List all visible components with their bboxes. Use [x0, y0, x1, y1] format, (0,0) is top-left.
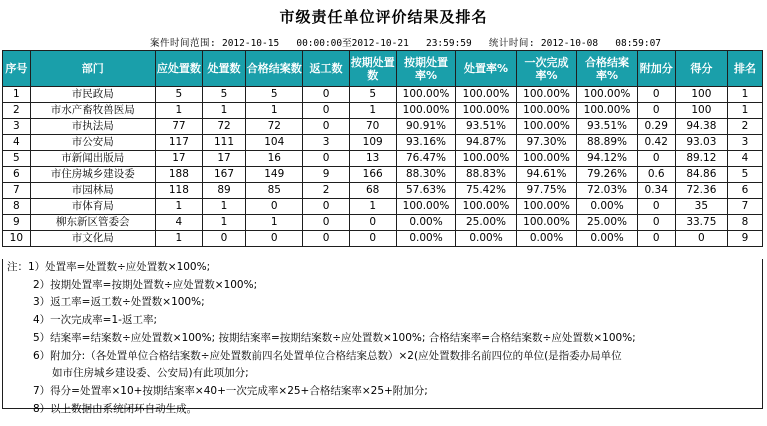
table-cell: 149	[246, 167, 303, 183]
table-cell: 166	[349, 167, 396, 183]
table-cell: 5	[3, 151, 31, 167]
table-cell: 3	[303, 135, 349, 151]
table-cell: 89.12	[675, 151, 727, 167]
table-cell: 1	[3, 87, 31, 103]
table-cell: 3	[728, 135, 763, 151]
table-header-row	[3, 51, 763, 87]
time-range-info	[150, 35, 661, 49]
table-cell: 0.00%	[456, 231, 517, 247]
note-line: 6）附加分:（各处置单位合格结案数÷应处置数前四名处置单位合格结案总数）×2(应处置数排名前四位的单位(是指委办局单位	[33, 349, 622, 362]
header-cell: 应处置数	[155, 51, 202, 87]
department-cell: 市水产畜牧兽医局	[30, 103, 155, 119]
department-cell: 市体育局	[30, 199, 155, 215]
table-cell: 93.51%	[456, 119, 517, 135]
table-cell: 0	[303, 87, 349, 103]
table-cell: 7	[3, 183, 31, 199]
table-cell: 1	[349, 199, 396, 215]
table-cell: 0.00%	[396, 231, 455, 247]
table-cell: 6	[728, 183, 763, 199]
note-line: 3）返工率=返工数÷处置数×100%;	[33, 296, 205, 309]
table-cell: 8	[3, 199, 31, 215]
table-cell: 0.6	[637, 167, 675, 183]
table-cell: 33.75	[675, 215, 727, 231]
table-cell: 1	[728, 87, 763, 103]
table-cell: 25.00%	[456, 215, 517, 231]
table-cell: 100.00%	[516, 151, 577, 167]
notes-section	[2, 259, 763, 415]
table-cell: 0	[202, 231, 245, 247]
department-cell: 市民政局	[30, 87, 155, 103]
table-cell: 94.38	[675, 119, 727, 135]
stat-time: 08:59:07	[615, 38, 662, 49]
table-cell: 0	[303, 199, 349, 215]
header-cell: 一次完成率%	[516, 51, 577, 87]
department-cell: 市执法局	[30, 119, 155, 135]
table-cell: 76.47%	[396, 151, 455, 167]
header-cell: 处置率%	[456, 51, 517, 87]
table-cell: 100.00%	[516, 119, 577, 135]
table-cell: 100.00%	[396, 103, 455, 119]
table-cell: 90.91%	[396, 119, 455, 135]
table-cell: 1	[202, 103, 245, 119]
header-cell: 按期处置率%	[396, 51, 455, 87]
table-cell: 88.30%	[396, 167, 455, 183]
table-cell: 72.36	[675, 183, 727, 199]
table-cell: 4	[3, 135, 31, 151]
table-cell: 9	[3, 215, 31, 231]
table-cell: 94.12%	[577, 151, 638, 167]
table-cell: 0	[246, 231, 303, 247]
table-cell: 93.16%	[396, 135, 455, 151]
table-cell: 0.42	[637, 135, 675, 151]
header-cell: 附加分	[637, 51, 675, 87]
table-row	[3, 87, 763, 103]
table-cell: 4	[728, 151, 763, 167]
stat-label: 统计时间:	[488, 38, 536, 49]
table-cell: 0.00%	[577, 231, 638, 247]
table-cell: 100.00%	[396, 199, 455, 215]
table-cell: 100.00%	[577, 87, 638, 103]
table-cell: 0	[246, 199, 303, 215]
department-cell: 柳东新区管委会	[30, 215, 155, 231]
table-cell: 93.51%	[577, 119, 638, 135]
table-cell: 100.00%	[456, 87, 517, 103]
table-cell: 85	[246, 183, 303, 199]
table-cell: 109	[349, 135, 396, 151]
table-cell: 1	[246, 103, 303, 119]
table-cell: 100.00%	[516, 103, 577, 119]
table-cell: 0.34	[637, 183, 675, 199]
table-row	[3, 215, 763, 231]
table-cell: 0	[637, 103, 675, 119]
note-line: 2）按期处置率=按期处置数÷应处置数×100%;	[33, 278, 258, 291]
evaluation-table	[2, 50, 763, 247]
table-cell: 167	[202, 167, 245, 183]
header-cell: 得分	[675, 51, 727, 87]
note-line: 注：1）处置率=处置数÷应处置数×100%;	[7, 261, 211, 273]
table-row	[3, 183, 763, 199]
table-cell: 2	[728, 119, 763, 135]
table-row	[3, 103, 763, 119]
note-line: 5）结案率=结案数÷应处置数×100%; 按期结案率=按期结案数÷应处置数×100%; 合格结案率=合格结案数÷应处置数×100%;	[33, 331, 636, 344]
table-cell: 75.42%	[456, 183, 517, 199]
table-cell: 1	[155, 199, 202, 215]
table-cell: 0.00%	[396, 215, 455, 231]
header-cell: 按期处置数	[349, 51, 396, 87]
table-cell: 93.03	[675, 135, 727, 151]
table-cell: 0.29	[637, 119, 675, 135]
table-cell: 0	[637, 151, 675, 167]
table-cell: 0	[349, 231, 396, 247]
department-cell: 市园林局	[30, 183, 155, 199]
table-cell: 1	[155, 231, 202, 247]
table-cell: 1	[349, 103, 396, 119]
header-cell: 合格结案数	[246, 51, 303, 87]
range-label: 案件时间范围:	[150, 38, 217, 49]
table-cell: 8	[728, 215, 763, 231]
table-cell: 0	[637, 231, 675, 247]
range-end-time: 23:59:59	[425, 38, 472, 49]
header-cell: 排名	[728, 51, 763, 87]
department-cell: 市住房城乡建设委	[30, 167, 155, 183]
table-row	[3, 151, 763, 167]
table-cell: 100.00%	[456, 103, 517, 119]
table-cell: 97.30%	[516, 135, 577, 151]
table-cell: 16	[246, 151, 303, 167]
range-start: 2012-10-15	[221, 38, 280, 49]
table-cell: 100	[675, 103, 727, 119]
table-cell: 117	[155, 135, 202, 151]
table-cell: 17	[202, 151, 245, 167]
department-cell: 市文化局	[30, 231, 155, 247]
table-cell: 104	[246, 135, 303, 151]
note-line: 4）一次完成率=1-返工率;	[33, 314, 157, 327]
table-cell: 17	[155, 151, 202, 167]
header-cell: 合格结案率%	[577, 51, 638, 87]
table-cell: 0	[303, 215, 349, 231]
department-cell: 市新闻出版局	[30, 151, 155, 167]
table-cell: 2	[303, 183, 349, 199]
table-cell: 5	[246, 87, 303, 103]
table-cell: 94.87%	[456, 135, 517, 151]
table-cell: 6	[3, 167, 31, 183]
table-cell: 0	[303, 119, 349, 135]
table-cell: 1	[155, 103, 202, 119]
table-cell: 5	[349, 87, 396, 103]
department-cell: 市公安局	[30, 135, 155, 151]
table-row	[3, 231, 763, 247]
table-cell: 100	[675, 87, 727, 103]
table-cell: 72	[202, 119, 245, 135]
table-cell: 0	[675, 231, 727, 247]
table-cell: 5	[728, 167, 763, 183]
header-cell: 返工数	[303, 51, 349, 87]
table-cell: 0	[637, 215, 675, 231]
header-cell: 处置数	[202, 51, 245, 87]
range-start-time: 00:00:00至2012-10-21	[296, 38, 409, 49]
table-cell: 88.89%	[577, 135, 638, 151]
note-line: 7）得分=处置率×10+按期结案率×40+一次完成率×25+合格结案率×25+附加分;	[33, 384, 428, 397]
table-cell: 100.00%	[516, 215, 577, 231]
table-cell: 25.00%	[577, 215, 638, 231]
table-cell: 79.26%	[577, 167, 638, 183]
table-cell: 72.03%	[577, 183, 638, 199]
table-row	[3, 135, 763, 151]
table-cell: 100.00%	[577, 103, 638, 119]
table-cell: 72	[246, 119, 303, 135]
table-cell: 9	[303, 167, 349, 183]
table-cell: 0	[303, 231, 349, 247]
table-cell: 1	[202, 199, 245, 215]
table-cell: 100.00%	[456, 151, 517, 167]
table-cell: 5	[155, 87, 202, 103]
table-cell: 100.00%	[516, 199, 577, 215]
table-cell: 57.63%	[396, 183, 455, 199]
table-cell: 10	[3, 231, 31, 247]
table-cell: 13	[349, 151, 396, 167]
header-cell: 部门	[30, 51, 155, 87]
table-cell: 97.75%	[516, 183, 577, 199]
table-cell: 88.83%	[456, 167, 517, 183]
table-cell: 77	[155, 119, 202, 135]
table-row	[3, 199, 763, 215]
table-cell: 3	[3, 119, 31, 135]
table-cell: 68	[349, 183, 396, 199]
table-cell: 0	[637, 87, 675, 103]
table-row	[3, 167, 763, 183]
table-cell: 118	[155, 183, 202, 199]
table-cell: 100.00%	[456, 199, 517, 215]
table-cell: 35	[675, 199, 727, 215]
table-cell: 94.61%	[516, 167, 577, 183]
table-cell: 0	[349, 215, 396, 231]
table-cell: 0.00%	[577, 199, 638, 215]
table-cell: 70	[349, 119, 396, 135]
table-cell: 100.00%	[516, 87, 577, 103]
page-title: 市级责任单位评价结果及排名	[279, 8, 488, 26]
table-cell: 0	[303, 151, 349, 167]
table-cell: 111	[202, 135, 245, 151]
table-row	[3, 119, 763, 135]
table-cell: 4	[155, 215, 202, 231]
table-cell: 188	[155, 167, 202, 183]
table-cell: 1	[202, 215, 245, 231]
table-cell: 7	[728, 199, 763, 215]
table-cell: 1	[728, 103, 763, 119]
note-line: 8）以上数据由系统闭环自动生成。	[33, 402, 198, 415]
table-cell: 0	[637, 199, 675, 215]
table-cell: 9	[728, 231, 763, 247]
table-cell: 89	[202, 183, 245, 199]
table-cell: 1	[246, 215, 303, 231]
table-cell: 100.00%	[396, 87, 455, 103]
table-cell: 0	[303, 103, 349, 119]
table-cell: 84.86	[675, 167, 727, 183]
header-cell: 序号	[3, 51, 31, 87]
stat-date: 2012-10-08	[540, 38, 599, 49]
note-line: 如市住房城乡建设委、公安局)有此项加分;	[52, 367, 249, 380]
table-cell: 5	[202, 87, 245, 103]
table-cell: 0.00%	[516, 231, 577, 247]
table-cell: 2	[3, 103, 31, 119]
